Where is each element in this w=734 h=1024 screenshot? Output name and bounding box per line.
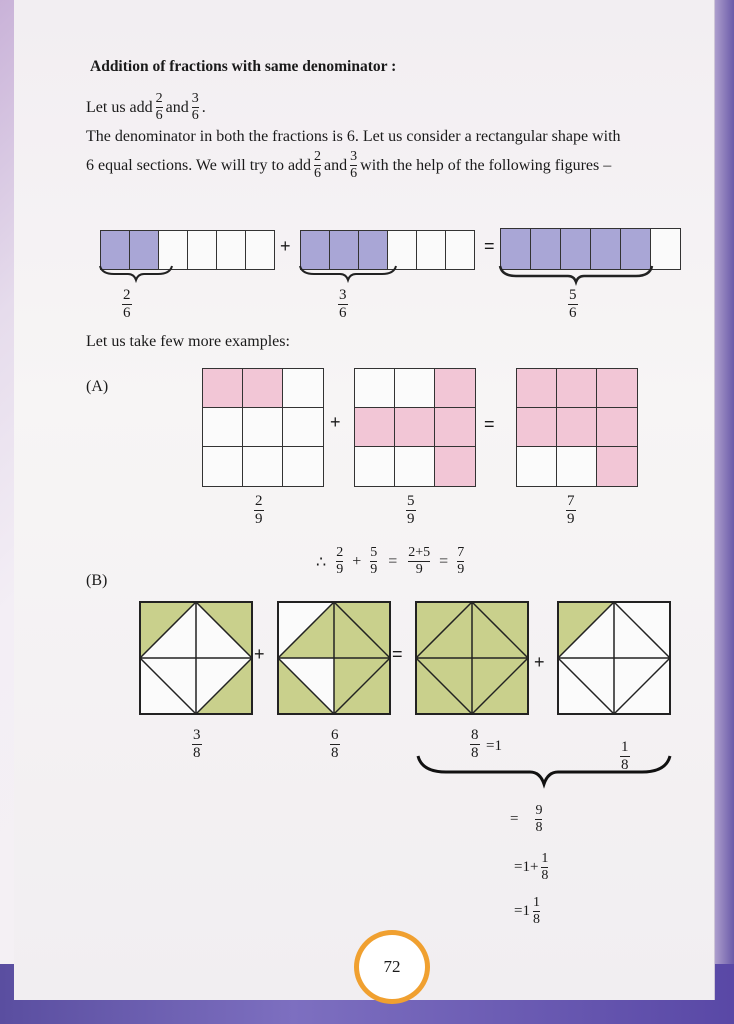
fraction-label: 5 6 [569,287,577,321]
intro-line [86,92,206,123]
fraction: $\frac{2}{6}$ [155,91,163,123]
grid-cell [517,408,557,447]
grid-cell [283,369,323,408]
grid-cell [557,447,597,486]
grid-cell [435,447,475,486]
fraction-square [414,600,530,716]
textbook-page [14,0,715,1000]
equals-sign: = [484,414,495,434]
and-text: and [165,98,189,116]
plus-sign: + [280,236,291,256]
grid-cell [597,447,637,486]
grid-cell [203,369,243,408]
step-prefix: = [510,811,519,827]
paragraph-line-1: The denominator in both the fractions is 6. Let us consider a rectangular shape with [86,128,621,145]
fraction: $\frac{3}{6}$ [350,149,358,181]
fraction-label: 3 8 [193,727,201,761]
fraction: $\frac{1}{8}$ [532,895,540,927]
page-number: 72 [383,957,401,976]
grid-cell [557,369,597,408]
fraction-label: 2 6 [123,287,131,321]
fraction-square [138,600,254,716]
grid-cell [355,447,395,486]
plus-sign: + [330,412,341,432]
grid-cell [517,369,557,408]
fraction-label: 7 9 [567,493,575,527]
paragraph-text: with the help of the following figures – [360,156,612,174]
intro-text: Let us add [86,98,153,116]
fraction: $\frac{2}{6}$ [314,149,322,181]
therefore-symbol: ∴ [316,553,327,571]
grid-cell [283,447,323,486]
fraction-label: 6 8 [331,727,339,761]
step-prefix: =1 [514,903,530,919]
grid-cell [395,447,435,486]
grid-cell [203,447,243,486]
fraction: $\frac{2+5}{9}$ [408,545,431,577]
equals-sign: = [439,552,449,570]
paragraph-line-2 [86,150,611,181]
grid-cell [395,369,435,408]
grid-cell [435,408,475,447]
equals-one-text: =1 [486,738,502,754]
grid-cell [355,369,395,408]
example-b-brace [414,752,674,792]
strip-braces [14,262,714,292]
equals-sign: = [388,552,398,570]
fraction: $\frac{2}{9}$ [336,545,344,577]
grid-cell [557,408,597,447]
result-step [510,804,545,835]
plus-sign: + [534,652,545,672]
grid-cell [243,447,283,486]
plus-sign: + [352,552,362,570]
fraction-label: 5 9 [407,493,415,527]
plus-sign: + [254,644,265,664]
grid-cell [517,447,557,486]
fraction-label: 2 9 [255,493,263,527]
section-heading: Addition of fractions with same denominator : [90,58,397,75]
fraction: $\frac{1}{8}$ [541,851,549,883]
grid-cell [597,408,637,447]
fraction-label: 1 8 [621,739,629,773]
grid-cell [283,408,323,447]
grid-cell [395,408,435,447]
fraction-square [556,600,672,716]
fraction-square [276,600,392,716]
equals-sign: = [484,236,495,256]
fraction-label: 8 8 [471,727,479,761]
grid-cell [243,369,283,408]
fraction: $\frac{7}{9}$ [457,545,465,577]
grid-cell [243,408,283,447]
and-text: and [324,156,348,174]
fraction: $\frac{5}{9}$ [370,545,378,577]
period: . [201,98,206,116]
grid-cell [203,408,243,447]
grid-cell [597,369,637,408]
fraction: $\frac{9}{8}$ [535,803,543,835]
result-step [514,896,543,927]
grid-cell [435,369,475,408]
step-prefix: =1+ [514,859,539,875]
grid-cell [355,408,395,447]
example-b-label: (B) [86,572,108,589]
fraction-label: 3 6 [339,287,347,321]
paragraph-text: 6 equal sections. We will try to add [86,156,312,174]
example-a-equation [316,546,467,577]
book-spine [712,0,734,1024]
fraction: $\frac{3}{6}$ [191,91,199,123]
more-examples-text: Let us take few more examples: [86,333,290,350]
example-a-label: (A) [86,378,109,395]
fraction-grid [516,368,638,487]
result-step [514,852,551,883]
fraction-grid [202,368,324,487]
fraction-grid [354,368,476,487]
equals-sign: = [392,644,403,664]
page-number-badge [354,930,430,1004]
